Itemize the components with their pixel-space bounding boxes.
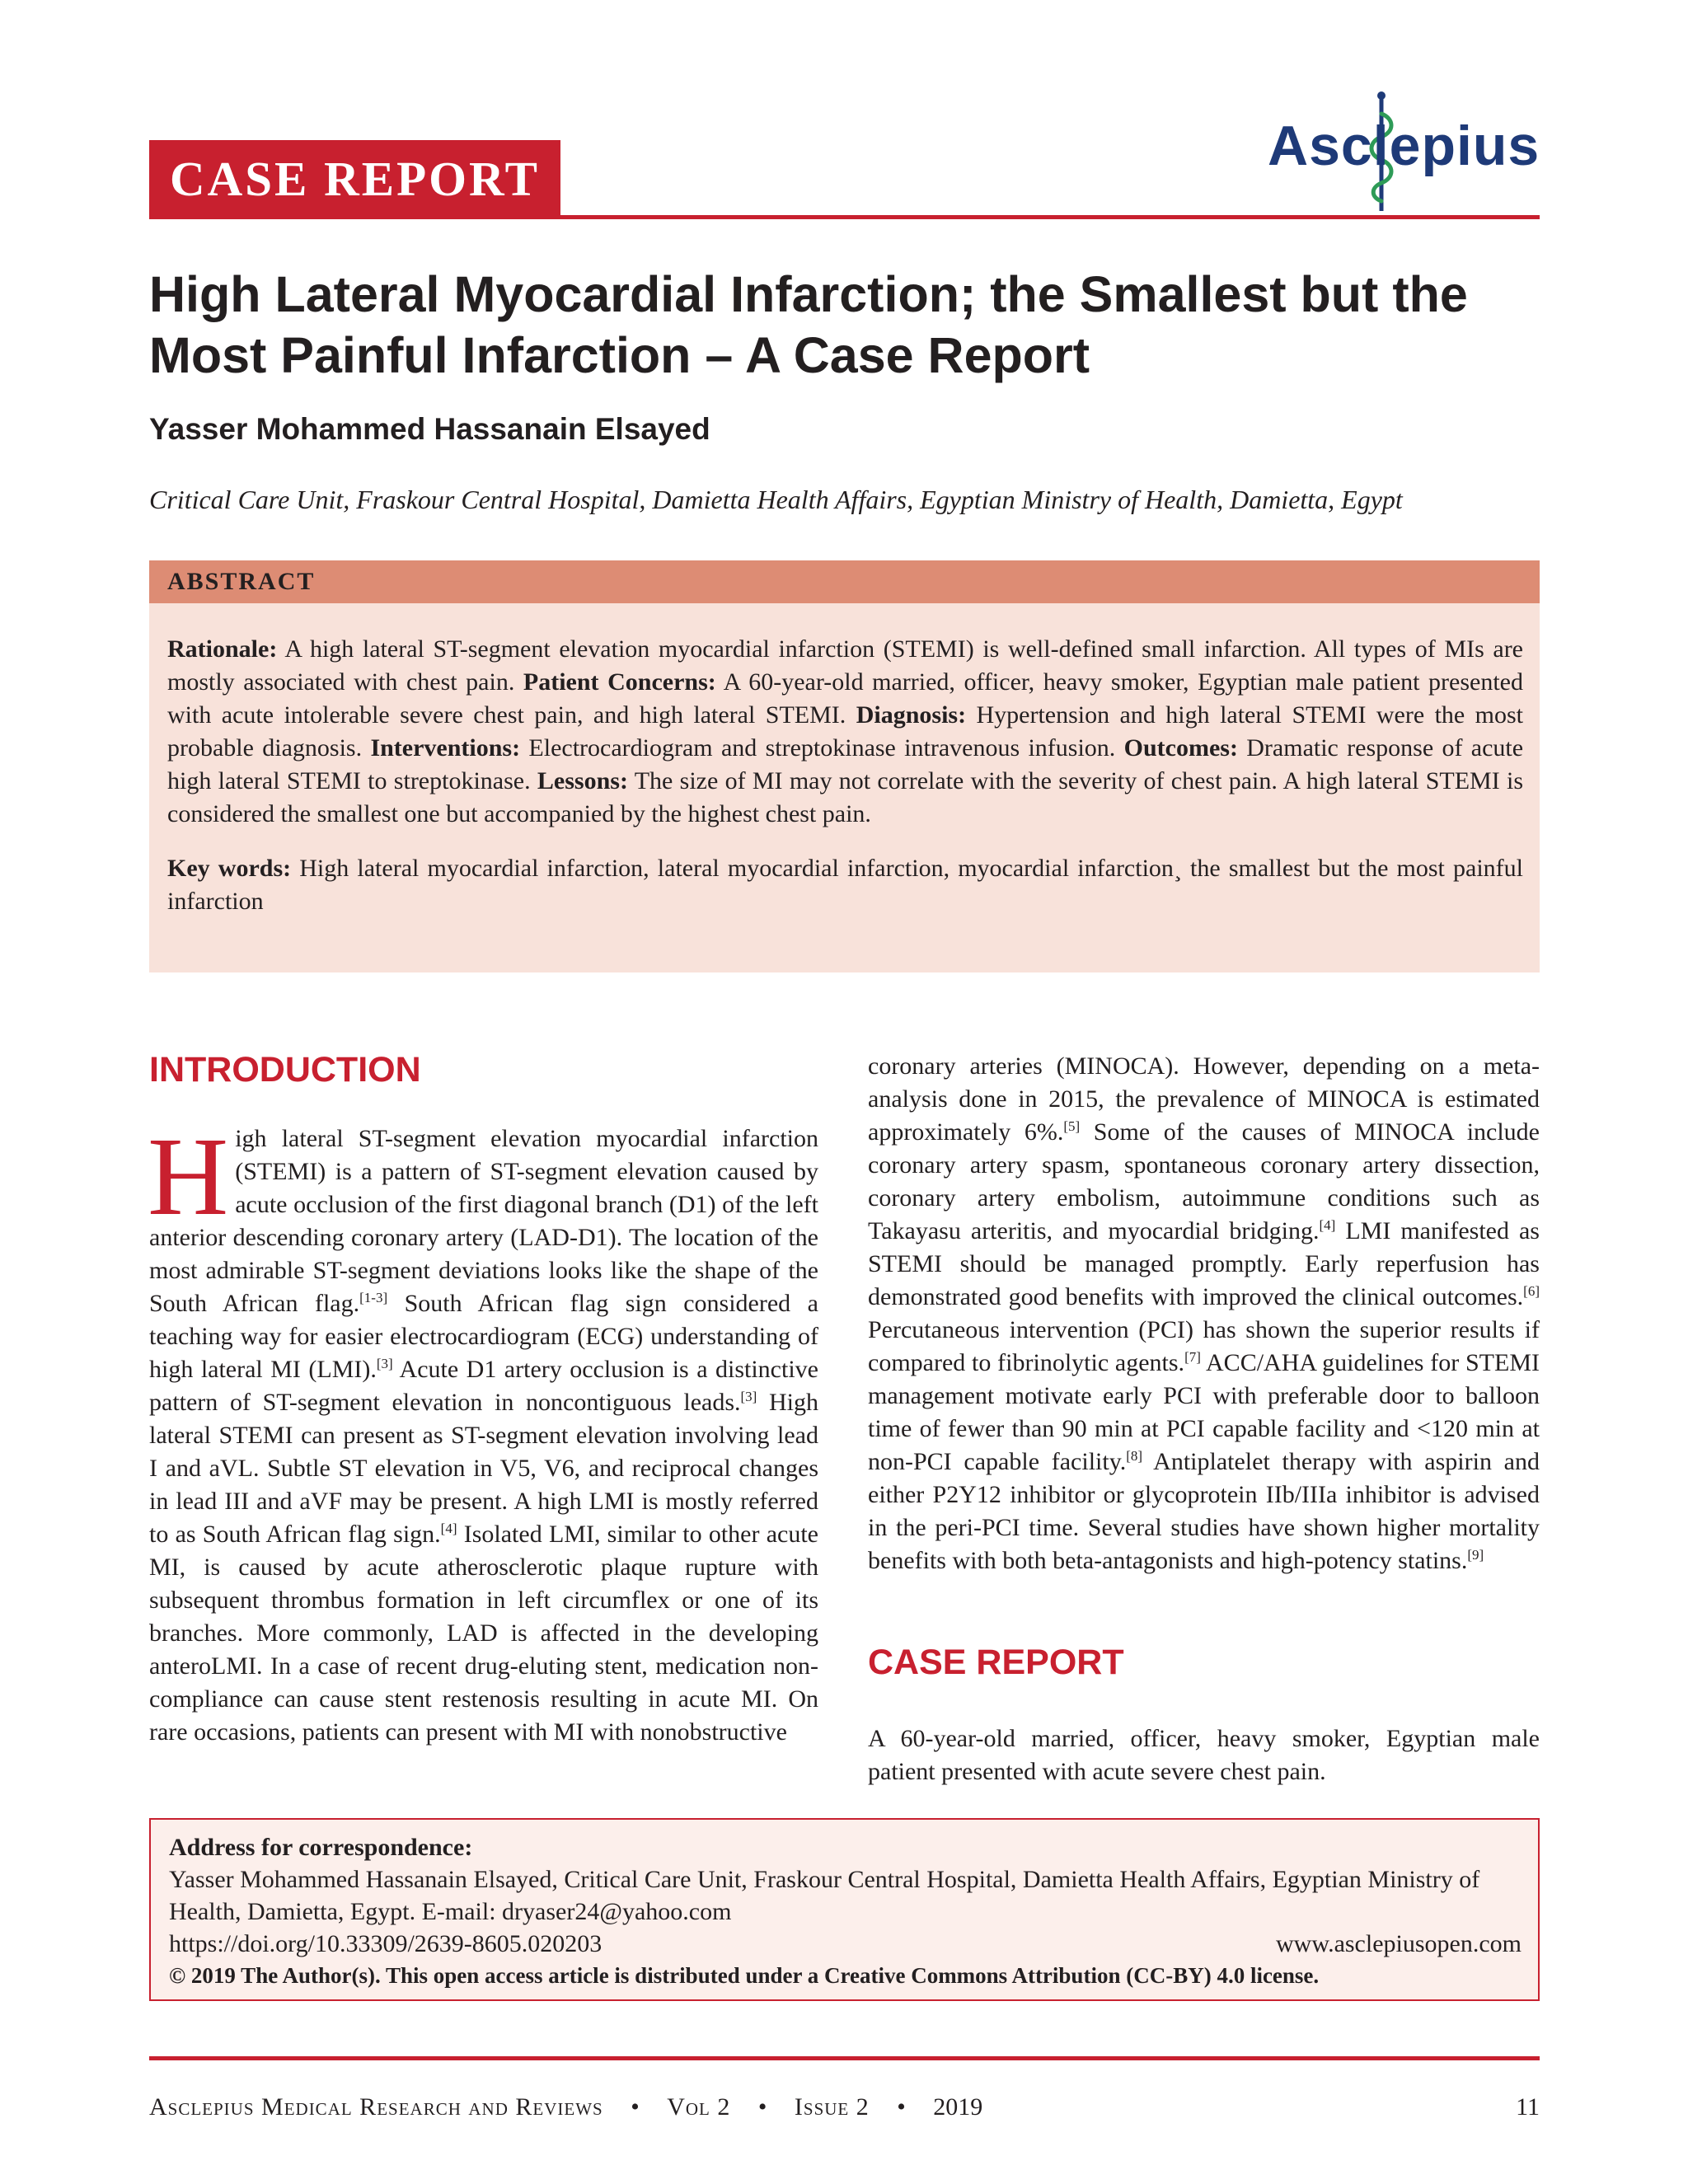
diagnosis-label: Diagnosis: [856,701,967,729]
issue: Issue 2 [794,2093,870,2121]
lessons-text: The size of MI may not correlate with the severity of chest pain. A high lateral STEMI is considered the smallest one but accompanied by the highest chest pain. [167,767,1524,827]
citation-ref[interactable]: [4] [1319,1217,1336,1233]
intro-sentence: igh lateral ST-segment elevation myocardial infarction (STEMI) is a pattern of ST-segment elevation caused by acute occlusion of the first diagonal branch (D1) of the left anterior descending coronary artery (LAD-D1). The location of the most admirable ST-segment deviations looks like the shape of the South African flag. [149,1125,818,1317]
article-type-banner: CASE REPORT [149,140,560,218]
author-affiliation: Critical Care Unit, Fraskour Central Hospital, Damietta Health Affairs, Egyptian Ministry of Health, Damietta, Egypt [149,485,1403,514]
interventions-label: Interventions: [370,734,521,762]
intro-sentence: ACC/AHA guidelines for STEMI management motivate early PCI with preferable door to balloon time of fewer than 90 min at PCI capable facility and <120 min at non-PCI capable facility. [868,1349,1540,1475]
interventions-text: Electrocardiogram and streptokinase intravenous infusion. [528,734,1116,762]
publisher-logo [1268,89,1540,204]
header-rule [149,215,1540,219]
concerns-label: Patient Concerns: [523,668,716,696]
page-footer [149,2093,1540,2121]
volume: Vol 2 [667,2093,731,2121]
abstract-heading: ABSTRACT [149,560,1540,603]
year: 2019 [933,2093,983,2121]
intro-sentence: coronary arteries (MINOCA). However, depending on a meta-analysis done in 2015, the prevalence of MINOCA is estimated approximately 6%. [868,1052,1540,1146]
logo-wordmark: Asclepius [1268,115,1540,177]
citation-ref[interactable]: [3] [740,1389,757,1404]
abstract-body [149,603,1540,972]
intro-sentence: Isolated LMI, similar to other acute MI, is caused by acute atherosclerotic plaque rupture with subsequent thrombus formation in left circumflex or one of its branches. More commonly, LAD is affected in the developing anteroLMI. In a case of recent drug-eluting stent, medication non-compliance can cause stent restenosis resulting in acute MI. On rare occasions, patients can present with MI with nonobstructive [149,1521,818,1746]
case-report-text [868,1722,1540,1788]
separator: • [631,2093,640,2121]
citation-ref[interactable]: [5] [1063,1118,1081,1134]
license-statement: © 2019 The Author(s). This open access article is distributed under a Creative Commons Attribution (CC-BY) 4.0 license. [169,1963,1320,1988]
citation-ref[interactable]: [4] [440,1521,457,1536]
introduction-heading: INTRODUCTION [149,1050,421,1090]
keywords-label: Key words: [167,855,292,882]
journal-name: Asclepius Medical Research and Reviews [149,2093,603,2121]
correspondence-links [169,1928,1522,1960]
citation-ref[interactable]: [7] [1184,1349,1201,1365]
intro-sentence: Antiplatelet therapy with aspirin and either P2Y12 inhibitor or glycoprotein IIb/IIIa inhibitor is advised in the peri-PCI time. Several studies have shown higher mortality benefits with both beta-antagonists and high-potency statins. [868,1448,1540,1574]
doi-link[interactable]: https://doi.org/10.33309/2639-8605.020203 [169,1930,603,1957]
intro-continued-paragraph [868,1050,1540,1577]
separator: • [757,2093,767,2121]
intro-sentence: LMI manifested as STEMI should be managed promptly. Early reperfusion has demonstrated good benefits with improved the clinical outcomes. [868,1217,1540,1310]
website-link[interactable]: www.asclepiusopen.com [1276,1930,1522,1957]
citation-ref[interactable]: [8] [1126,1448,1143,1464]
correspondence-address: Yasser Mohammed Hassanain Elsayed, Critical Care Unit, Fraskour Central Hospital, Damietta Health Affairs, Egyptian Ministry of Health, Damietta, Egypt. E-mail: dryaser24@yahoo.com [169,1866,1480,1925]
introduction-text [148,1115,818,1749]
page-number: 11 [1516,2093,1540,2121]
article-title: High Lateral Myocardial Infarction; the Smallest but the Most Painful Infarction – A Case Report [149,266,1468,383]
introduction-paragraph [148,1115,818,1749]
case-report-heading: CASE REPORT [868,1643,1124,1682]
footer-citation [149,2093,982,2121]
intro-sentence: Some of the causes of MINOCA include coronary artery spasm, spontaneous coronary artery dissection, coronary artery embolism, autoimmune conditions such as Takayasu arteritis, and myocardial bridging. [868,1118,1540,1244]
citation-ref[interactable]: [1-3] [359,1290,388,1305]
right-column-text [868,1050,1540,1577]
correspondence-label: Address for correspondence: [169,1834,473,1861]
diagnosis-text: Hypertension and high lateral STEMI were the most probable diagnosis. [167,701,1524,762]
outcomes-label: Outcomes: [1123,734,1238,762]
correspondence-box [149,1818,1540,2001]
abstract-paragraph [167,633,1523,831]
footer-rule [149,2056,1540,2060]
intro-sentence: Percutaneous intervention (PCI) has shown the superior results if compared to fibrinolytic agents. [868,1316,1540,1376]
drop-cap: H [148,1115,229,1239]
citation-ref[interactable]: [3] [376,1356,393,1371]
intro-sentence: Acute D1 artery occlusion is a distinctive pattern of ST-segment elevation in noncontiguous leads. [149,1356,818,1416]
intro-sentence: High lateral STEMI can present as ST-segment elevation involving lead I and aVL. Subtle ST elevation in V5, V6, and reciprocal changes in lead III and aVF may be present. A high LMI is mostly referred to as South African flag sign. [149,1389,818,1548]
case-report-paragraph: A 60-year-old married, officer, heavy smoker, Egyptian male patient presented with acute severe chest pain. [868,1725,1540,1785]
keywords-text: High lateral myocardial infarction, lateral myocardial infarction, myocardial infarction¸ the smallest but the most painful infarction [167,855,1524,915]
keywords-paragraph [167,852,1523,918]
separator: • [897,2093,906,2121]
rationale-text: A high lateral ST-segment elevation myocardial infarction (STEMI) is well-defined small infarction. All types of MIs are mostly associated with chest pain. [167,635,1523,696]
author-name: Yasser Mohammed Hassanain Elsayed [149,412,710,446]
rationale-label: Rationale: [167,635,278,663]
intro-sentence: South African flag sign considered a teaching way for easier electrocardiogram (ECG) understanding of high lateral MI (LMI). [149,1290,818,1383]
lessons-label: Lessons: [537,767,628,794]
citation-ref[interactable]: [6] [1523,1283,1540,1299]
citation-ref[interactable]: [9] [1467,1547,1484,1563]
concerns-text: A 60-year-old married, officer, heavy smoker, Egyptian male patient presented with acute intolerable severe chest pain, and high lateral STEMI. [167,668,1523,729]
outcomes-text: Dramatic response of acute high lateral STEMI to streptokinase. [167,734,1524,794]
